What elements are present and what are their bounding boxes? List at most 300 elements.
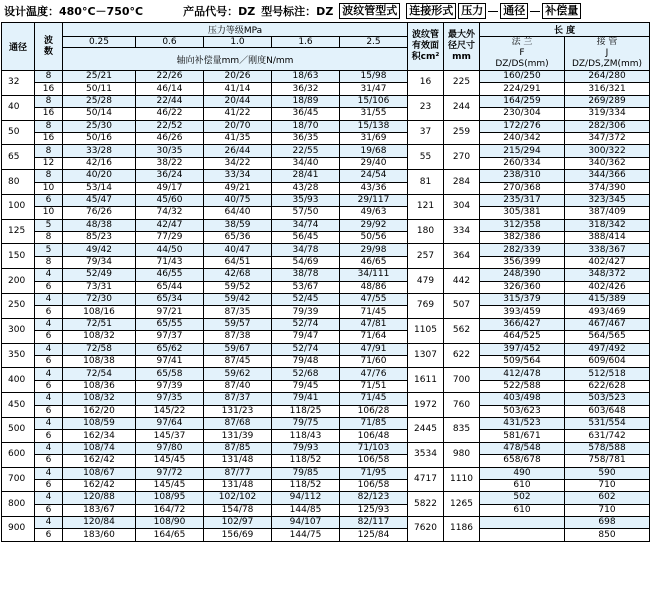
cell-compensation: 79/85 — [272, 467, 340, 479]
cell-pipe-length: 282/306 — [565, 120, 650, 132]
header-flange-symbol: F — [519, 48, 525, 58]
table-row — [2, 368, 650, 380]
cell-compensation: 87/40 — [204, 380, 272, 392]
cell-dn: 32 — [2, 71, 35, 96]
cell-compensation: 22/26 — [136, 71, 204, 83]
cell-waves: 8 — [35, 95, 63, 107]
cell-compensation: 41/14 — [204, 83, 272, 95]
cell-waves: 4 — [35, 492, 63, 504]
cell-compensation: 28/41 — [272, 170, 340, 182]
cell-waves: 16 — [35, 132, 63, 144]
header-max-od: 最大外径尺寸mm — [444, 23, 480, 71]
cell-compensation: 162/42 — [63, 455, 136, 467]
cell-compensation: 59/62 — [204, 368, 272, 380]
table-row — [2, 182, 650, 194]
cell-compensation: 33/28 — [63, 145, 136, 157]
cell-compensation: 46/55 — [136, 269, 204, 281]
cell-pipe-length: 387/409 — [565, 207, 650, 219]
cell-pipe-length: 609/604 — [565, 355, 650, 367]
cell-waves: 6 — [35, 194, 63, 206]
cell-compensation: 108/67 — [63, 467, 136, 479]
header-compensation-stiffness: 轴向补偿量mm／刚度N/mm — [63, 48, 408, 71]
cell-dn: 600 — [2, 442, 35, 467]
cell-pipe-length: 344/366 — [565, 170, 650, 182]
cell-compensation: 50/16 — [63, 132, 136, 144]
header-pressure-0.25: 0.25 — [63, 37, 136, 48]
cell-flange-length: 502 — [480, 492, 565, 504]
cell-effective-area: 16 — [408, 71, 444, 96]
cell-compensation: 125/84 — [340, 529, 408, 541]
cell-pipe-length: 710 — [565, 504, 650, 516]
table-row — [2, 71, 650, 83]
cell-waves: 6 — [35, 455, 63, 467]
cell-pipe-length: 503/523 — [565, 393, 650, 405]
cell-flange-length: 172/276 — [480, 120, 565, 132]
cell-compensation: 59/42 — [204, 294, 272, 306]
cell-compensation: 71/45 — [340, 393, 408, 405]
cell-compensation: 26/44 — [204, 145, 272, 157]
cell-compensation: 49/63 — [340, 207, 408, 219]
cell-max-od: 1265 — [444, 492, 480, 517]
cell-effective-area: 257 — [408, 244, 444, 269]
cell-compensation: 71/45 — [340, 306, 408, 318]
cell-compensation: 47/55 — [340, 294, 408, 306]
cell-compensation: 73/31 — [63, 281, 136, 293]
cell-flange-length: 356/399 — [480, 256, 565, 268]
header-pressure-2.5: 2.5 — [340, 37, 408, 48]
cell-waves: 4 — [35, 343, 63, 355]
cell-max-od: 760 — [444, 393, 480, 418]
cell-flange-length: 248/390 — [480, 269, 565, 281]
header-pipe-label: 接 管 — [596, 37, 618, 47]
cell-dn: 400 — [2, 368, 35, 393]
cell-effective-area: 55 — [408, 145, 444, 170]
cell-compensation: 120/84 — [63, 517, 136, 529]
cell-compensation: 22/44 — [136, 95, 204, 107]
cell-compensation: 46/14 — [136, 83, 204, 95]
cell-max-od: 507 — [444, 294, 480, 319]
cell-compensation: 49/17 — [136, 182, 204, 194]
cell-waves: 6 — [35, 281, 63, 293]
cell-compensation: 97/72 — [136, 467, 204, 479]
cell-compensation: 97/41 — [136, 355, 204, 367]
box-diameter: 通径 — [500, 3, 528, 19]
header-pipe-symbol: J — [605, 48, 609, 58]
cell-compensation: 82/123 — [340, 492, 408, 504]
cell-dn: 700 — [2, 467, 35, 492]
cell-compensation: 20/70 — [204, 120, 272, 132]
cell-compensation: 71/103 — [340, 442, 408, 454]
cell-waves: 16 — [35, 83, 63, 95]
cell-pipe-length: 269/289 — [565, 95, 650, 107]
cell-compensation: 108/16 — [63, 306, 136, 318]
cell-effective-area: 81 — [408, 170, 444, 195]
table-row — [2, 108, 650, 120]
cell-waves: 5 — [35, 219, 63, 231]
cell-pipe-length: 758/781 — [565, 455, 650, 467]
cell-compensation: 31/69 — [340, 132, 408, 144]
cell-compensation: 43/36 — [340, 182, 408, 194]
cell-compensation: 97/21 — [136, 306, 204, 318]
cell-compensation: 52/45 — [272, 294, 340, 306]
cell-compensation: 145/37 — [136, 430, 204, 442]
cell-effective-area: 479 — [408, 269, 444, 294]
cell-waves: 4 — [35, 269, 63, 281]
cell-effective-area: 3534 — [408, 442, 444, 467]
cell-flange-length: 270/368 — [480, 182, 565, 194]
cell-compensation: 54/69 — [272, 256, 340, 268]
model-mark: 型号标注：DZ — [261, 5, 334, 18]
cell-dn: 350 — [2, 343, 35, 368]
header-flange-label: 法 兰 — [511, 37, 533, 47]
cell-compensation: 40/47 — [204, 244, 272, 256]
cell-dn: 500 — [2, 417, 35, 442]
cell-compensation: 79/39 — [272, 306, 340, 318]
cell-waves: 8 — [35, 145, 63, 157]
cell-flange-length: 610 — [480, 479, 565, 491]
cell-flange-length: 224/291 — [480, 83, 565, 95]
cell-flange-length: 522/588 — [480, 380, 565, 392]
spec-table-body — [2, 71, 650, 542]
cell-compensation: 53/14 — [63, 182, 136, 194]
header-pressure-1.0: 1.0 — [204, 37, 272, 48]
cell-flange-length: 478/548 — [480, 442, 565, 454]
cell-compensation: 79/34 — [63, 256, 136, 268]
cell-dn: 65 — [2, 145, 35, 170]
header-length: 长 度 — [480, 23, 650, 37]
cell-compensation: 65/58 — [136, 368, 204, 380]
cell-compensation: 108/90 — [136, 517, 204, 529]
table-row — [2, 170, 650, 182]
table-row — [2, 455, 650, 467]
cell-waves: 4 — [35, 467, 63, 479]
cell-effective-area: 769 — [408, 294, 444, 319]
cell-max-od: 364 — [444, 244, 480, 269]
cell-compensation: 145/45 — [136, 479, 204, 491]
cell-flange-length: 509/564 — [480, 355, 565, 367]
cell-effective-area: 1611 — [408, 368, 444, 393]
product-code: 产品代号：DZ — [183, 5, 256, 18]
cell-dn: 250 — [2, 294, 35, 319]
cell-effective-area: 5822 — [408, 492, 444, 517]
cell-flange-length: 412/478 — [480, 368, 565, 380]
cell-compensation: 50/14 — [63, 108, 136, 120]
cell-compensation: 36/35 — [272, 132, 340, 144]
cell-compensation: 97/35 — [136, 393, 204, 405]
cell-flange-length: 382/386 — [480, 232, 565, 244]
cell-compensation: 72/51 — [63, 318, 136, 330]
cell-compensation: 47/91 — [340, 343, 408, 355]
cell-compensation: 25/28 — [63, 95, 136, 107]
cell-pipe-length: 631/742 — [565, 430, 650, 442]
cell-compensation: 82/117 — [340, 517, 408, 529]
cell-waves: 4 — [35, 368, 63, 380]
cell-compensation: 22/55 — [272, 145, 340, 157]
header-pipe — [565, 37, 650, 71]
cell-pipe-length: 512/518 — [565, 368, 650, 380]
header-pipe-unit: DZ/DS,ZM(mm) — [571, 59, 643, 69]
cell-waves: 4 — [35, 393, 63, 405]
table-row — [2, 492, 650, 504]
cell-compensation: 87/68 — [204, 417, 272, 429]
cell-pipe-length: 347/372 — [565, 132, 650, 144]
cell-compensation: 85/23 — [63, 232, 136, 244]
cell-waves: 4 — [35, 417, 63, 429]
cell-flange-length: 431/523 — [480, 417, 565, 429]
cell-compensation: 20/44 — [204, 95, 272, 107]
table-row — [2, 343, 650, 355]
cell-compensation: 20/26 — [204, 71, 272, 83]
cell-compensation: 72/54 — [63, 368, 136, 380]
cell-effective-area: 1105 — [408, 318, 444, 343]
header-dn: 通径 — [2, 23, 35, 71]
cell-pipe-length: 319/334 — [565, 108, 650, 120]
cell-compensation: 42/68 — [204, 269, 272, 281]
cell-pipe-length: 388/414 — [565, 232, 650, 244]
cell-compensation: 183/67 — [63, 504, 136, 516]
cell-compensation: 38/78 — [272, 269, 340, 281]
cell-compensation: 79/93 — [272, 442, 340, 454]
cell-compensation: 77/29 — [136, 232, 204, 244]
table-row — [2, 442, 650, 454]
cell-waves: 8 — [35, 120, 63, 132]
cell-compensation: 35/93 — [272, 194, 340, 206]
header-flange-unit: DZ/DS(mm) — [495, 59, 549, 69]
cell-dn: 40 — [2, 95, 35, 120]
cell-pipe-length: 402/426 — [565, 281, 650, 293]
cell-compensation: 29/40 — [340, 157, 408, 169]
cell-compensation: 106/28 — [340, 405, 408, 417]
cell-compensation: 59/52 — [204, 281, 272, 293]
cell-compensation: 106/58 — [340, 455, 408, 467]
cell-flange-length: 238/310 — [480, 170, 565, 182]
cell-compensation: 42/16 — [63, 157, 136, 169]
cell-effective-area: 1972 — [408, 393, 444, 418]
cell-compensation: 64/40 — [204, 207, 272, 219]
cell-dn: 125 — [2, 219, 35, 244]
table-row — [2, 529, 650, 541]
cell-compensation: 45/60 — [136, 194, 204, 206]
cell-flange-length: 397/452 — [480, 343, 565, 355]
cell-pipe-length: 710 — [565, 479, 650, 491]
cell-pipe-length: 348/372 — [565, 269, 650, 281]
cell-compensation: 59/57 — [204, 318, 272, 330]
header-pressure-1.6: 1.6 — [272, 37, 340, 48]
cell-compensation: 97/39 — [136, 380, 204, 392]
cell-effective-area: 1307 — [408, 343, 444, 368]
table-row — [2, 306, 650, 318]
table-row — [2, 207, 650, 219]
cell-max-od: 980 — [444, 442, 480, 467]
cell-waves: 10 — [35, 207, 63, 219]
cell-compensation: 15/106 — [340, 95, 408, 107]
cell-compensation: 48/38 — [63, 219, 136, 231]
cell-pipe-length: 467/467 — [565, 318, 650, 330]
cell-pipe-length: 493/469 — [565, 306, 650, 318]
cell-compensation: 72/30 — [63, 294, 136, 306]
cell-compensation: 22/52 — [136, 120, 204, 132]
cell-max-od: 835 — [444, 417, 480, 442]
cell-compensation: 34/78 — [272, 244, 340, 256]
table-row — [2, 331, 650, 343]
header-effective-area: 波纹管有效面积cm² — [408, 23, 444, 71]
cell-flange-length: 260/334 — [480, 157, 565, 169]
cell-flange-length: 610 — [480, 504, 565, 516]
cell-flange-length — [480, 529, 565, 541]
cell-pipe-length: 318/342 — [565, 219, 650, 231]
cell-compensation: 30/35 — [136, 145, 204, 157]
box-connection-type: 连接形式 — [406, 3, 456, 19]
table-row — [2, 145, 650, 157]
cell-compensation: 108/74 — [63, 442, 136, 454]
table-row — [2, 281, 650, 293]
cell-compensation: 47/76 — [340, 368, 408, 380]
table-row — [2, 504, 650, 516]
cell-max-od: 700 — [444, 368, 480, 393]
cell-flange-length: 366/427 — [480, 318, 565, 330]
cell-flange-length: 235/317 — [480, 194, 565, 206]
cell-pipe-length: 340/362 — [565, 157, 650, 169]
cell-compensation: 34/111 — [340, 269, 408, 281]
cell-compensation: 79/48 — [272, 355, 340, 367]
cell-compensation: 65/62 — [136, 343, 204, 355]
cell-pipe-length: 603/648 — [565, 405, 650, 417]
cell-compensation: 71/85 — [340, 417, 408, 429]
cell-waves: 5 — [35, 244, 63, 256]
cell-compensation: 74/32 — [136, 207, 204, 219]
cell-compensation: 18/63 — [272, 71, 340, 83]
cell-waves: 6 — [35, 306, 63, 318]
table-row — [2, 479, 650, 491]
cell-pipe-length: 497/492 — [565, 343, 650, 355]
cell-flange-length: 312/358 — [480, 219, 565, 231]
cell-compensation: 131/48 — [204, 479, 272, 491]
cell-dn: 100 — [2, 194, 35, 219]
cell-compensation: 118/43 — [272, 430, 340, 442]
cell-compensation: 120/88 — [63, 492, 136, 504]
cell-dn: 200 — [2, 269, 35, 294]
cell-compensation: 46/22 — [136, 108, 204, 120]
cell-compensation: 144/75 — [272, 529, 340, 541]
cell-effective-area: 7620 — [408, 517, 444, 542]
cell-pipe-length: 578/588 — [565, 442, 650, 454]
cell-pipe-length: 323/345 — [565, 194, 650, 206]
cell-compensation: 162/42 — [63, 479, 136, 491]
cell-compensation: 87/77 — [204, 467, 272, 479]
cell-waves: 8 — [35, 71, 63, 83]
cell-compensation: 71/95 — [340, 467, 408, 479]
spec-table — [1, 22, 650, 542]
cell-compensation: 24/54 — [340, 170, 408, 182]
cell-compensation: 46/65 — [340, 256, 408, 268]
cell-flange-length: 305/381 — [480, 207, 565, 219]
cell-compensation: 102/97 — [204, 517, 272, 529]
cell-max-od: 334 — [444, 219, 480, 244]
cell-pipe-length: 622/628 — [565, 380, 650, 392]
cell-waves: 6 — [35, 355, 63, 367]
cell-compensation: 164/65 — [136, 529, 204, 541]
cell-waves: 10 — [35, 182, 63, 194]
cell-flange-length: 160/250 — [480, 71, 565, 83]
cell-pipe-length: 698 — [565, 517, 650, 529]
cell-max-od: 442 — [444, 269, 480, 294]
cell-compensation: 106/58 — [340, 479, 408, 491]
cell-waves: 8 — [35, 232, 63, 244]
cell-compensation: 40/75 — [204, 194, 272, 206]
cell-compensation: 46/26 — [136, 132, 204, 144]
cell-compensation: 33/34 — [204, 170, 272, 182]
cell-effective-area: 121 — [408, 194, 444, 219]
cell-compensation: 65/44 — [136, 281, 204, 293]
cell-compensation: 50/56 — [340, 232, 408, 244]
cell-compensation: 48/86 — [340, 281, 408, 293]
cell-compensation: 45/47 — [63, 194, 136, 206]
cell-compensation: 53/67 — [272, 281, 340, 293]
table-row — [2, 269, 650, 281]
cell-flange-length: 503/623 — [480, 405, 565, 417]
table-row — [2, 157, 650, 169]
table-row — [2, 417, 650, 429]
cell-waves: 6 — [35, 529, 63, 541]
cell-compensation: 108/32 — [63, 393, 136, 405]
cell-compensation: 29/92 — [340, 219, 408, 231]
table-row — [2, 467, 650, 479]
cell-dn: 900 — [2, 517, 35, 542]
cell-compensation: 106/48 — [340, 430, 408, 442]
cell-waves: 6 — [35, 504, 63, 516]
cell-compensation: 15/98 — [340, 71, 408, 83]
cell-compensation: 97/64 — [136, 417, 204, 429]
cell-compensation: 25/21 — [63, 71, 136, 83]
cell-dn: 50 — [2, 120, 35, 145]
cell-waves: 4 — [35, 318, 63, 330]
table-row — [2, 517, 650, 529]
cell-waves: 8 — [35, 256, 63, 268]
cell-compensation: 87/85 — [204, 442, 272, 454]
cell-compensation: 131/39 — [204, 430, 272, 442]
cell-max-od: 1186 — [444, 517, 480, 542]
table-row — [2, 430, 650, 442]
cell-effective-area: 23 — [408, 95, 444, 120]
cell-compensation: 25/30 — [63, 120, 136, 132]
table-row — [2, 232, 650, 244]
cell-effective-area: 180 — [408, 219, 444, 244]
cell-max-od: 284 — [444, 170, 480, 195]
cell-flange-length: 215/294 — [480, 145, 565, 157]
cell-compensation: 145/45 — [136, 455, 204, 467]
cell-compensation: 40/20 — [63, 170, 136, 182]
cell-compensation: 108/59 — [63, 417, 136, 429]
cell-compensation: 56/45 — [272, 232, 340, 244]
cell-flange-length: 658/678 — [480, 455, 565, 467]
cell-compensation: 38/59 — [204, 219, 272, 231]
cell-compensation: 164/72 — [136, 504, 204, 516]
cell-waves: 6 — [35, 430, 63, 442]
cell-pipe-length: 564/565 — [565, 331, 650, 343]
header-flange — [480, 37, 565, 71]
table-row — [2, 256, 650, 268]
cell-compensation: 36/45 — [272, 108, 340, 120]
cell-compensation: 87/35 — [204, 306, 272, 318]
cell-compensation: 108/95 — [136, 492, 204, 504]
cell-pipe-length: 338/367 — [565, 244, 650, 256]
cell-compensation: 52/74 — [272, 343, 340, 355]
cell-waves: 8 — [35, 170, 63, 182]
cell-waves: 4 — [35, 517, 63, 529]
cell-compensation: 118/52 — [272, 455, 340, 467]
cell-flange-length: 282/339 — [480, 244, 565, 256]
header-pressure-0.6: 0.6 — [136, 37, 204, 48]
